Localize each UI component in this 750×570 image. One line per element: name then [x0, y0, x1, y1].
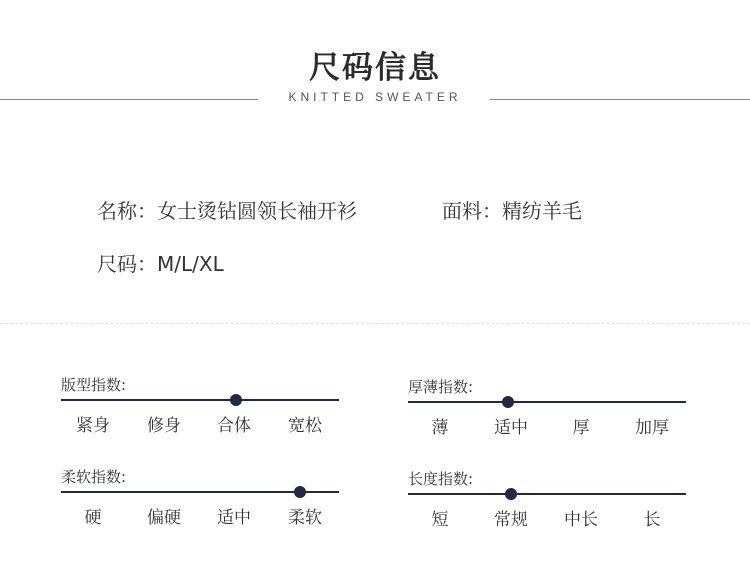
scale-option: 宽松 [288, 416, 322, 436]
scale-marker [505, 488, 517, 500]
scale-option: 柔软 [288, 508, 322, 528]
scale-option: 加厚 [635, 418, 669, 438]
subtitle-row [0, 89, 750, 109]
product-name: 名称：女士烫钻圆领长袖开衫 [97, 199, 357, 223]
scale-label: 长度指数: [408, 470, 474, 488]
section-divider [0, 323, 750, 324]
scale-option: 短 [431, 510, 449, 530]
scale-option: 合体 [217, 416, 251, 436]
scale-option: 硬 [84, 508, 102, 528]
scale-option: 偏硬 [147, 508, 181, 528]
scale-track [408, 493, 686, 495]
scale-marker [294, 486, 306, 498]
scale-option: 常规 [494, 510, 528, 530]
scale-track [408, 401, 686, 403]
product-fabric: 面料：精纺羊毛 [442, 199, 582, 223]
scale-option: 紧身 [76, 416, 110, 436]
divider-right [490, 99, 750, 100]
scale-track [61, 399, 339, 401]
scale-option: 修身 [147, 416, 181, 436]
thickness-index-scale [408, 376, 686, 436]
scale-marker [230, 394, 242, 406]
page-subtitle: KNITTED SWEATER [288, 90, 462, 104]
product-size: 尺码：M/L/XL [97, 252, 224, 276]
scale-option: 适中 [217, 508, 251, 528]
scale-option: 适中 [494, 418, 528, 438]
fit-index-scale [61, 374, 339, 434]
scale-option: 长 [643, 510, 661, 530]
scale-label: 柔软指数: [61, 468, 127, 486]
page-title: 尺码信息 [309, 50, 441, 86]
softness-index-scale [61, 466, 339, 526]
scale-label: 厚薄指数: [408, 378, 474, 396]
divider-left [0, 99, 258, 100]
length-index-scale [408, 468, 686, 528]
scale-label: 版型指数: [61, 376, 127, 394]
scale-option: 中长 [564, 510, 598, 530]
scale-option: 厚 [572, 418, 590, 438]
scale-option: 薄 [431, 418, 449, 438]
scale-marker [502, 396, 514, 408]
